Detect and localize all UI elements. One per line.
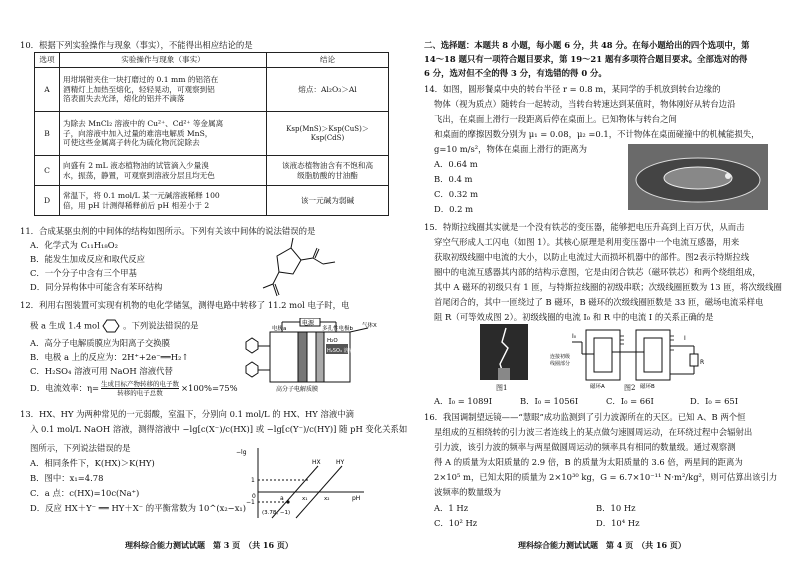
table-cell-operation bbox=[60, 156, 267, 186]
core-b-inner bbox=[644, 338, 662, 372]
q14-line4: 和桌面的摩擦因数分别为 μ₁ = 0.08，μ₂ =0.1，不计物体在桌面碰撞中的机械能损失， bbox=[434, 129, 760, 139]
q12-optd-fraction bbox=[101, 380, 179, 397]
label-point-coords: (3.78, −1) bbox=[262, 510, 291, 516]
isopropenyl-bond bbox=[273, 272, 279, 284]
turntable-illustration bbox=[628, 144, 768, 210]
cell-line: 用坩埚钳夹住一块打磨过的 0.1 mm 的铝箔在 bbox=[63, 75, 219, 85]
q15-fig2-diagram bbox=[548, 322, 708, 392]
q12-line1: 12．利用右图装置可实现有机物的电化学储氢，测得电路中转移了 11.2 mol 电子时，电 bbox=[20, 300, 350, 310]
label-r: R bbox=[700, 359, 705, 366]
cell-line: 级脂肪酸的甘油酯 bbox=[297, 170, 358, 180]
q12-option-b: B．电极 a 上的反应为：2H⁺+2e⁻══H₂↑ bbox=[30, 352, 189, 362]
methyl-bond bbox=[323, 262, 335, 264]
q15-option-b: B．I₀ = 1056I bbox=[520, 396, 579, 406]
q11-option-d: D．同分异构体中可能含有苯环结构 bbox=[30, 282, 163, 292]
q15-fig1-photo bbox=[480, 324, 528, 380]
sec2-line3: 6 分，选对但不全的得 3 分，有选错的得 0 分。 bbox=[424, 68, 607, 78]
label-power: 电源 bbox=[302, 320, 315, 327]
q14-option-d: D．0.2 m bbox=[434, 204, 474, 214]
q14-line1: 14．如图，圆形餐桌中央的转台半径 r = 0.8 m，某同学的手机放到转台边缘的 bbox=[424, 84, 721, 94]
q15-line6: 首尾闭合的，其中一匝绕过了 B 磁环，B 磁环的次级线圈匝数是 33 匝，磁场电流采样电 bbox=[434, 297, 764, 307]
q13-option-a: A．相同条件下，K(HX)＞K(HY) bbox=[30, 458, 155, 468]
lightning-illustration bbox=[480, 324, 528, 380]
q13-line1: 13．HX、HY 为两种常见的一元弱酸，室温下，分别向 0.1 mol/L 的 HX、HY 溶液中滴 bbox=[20, 409, 354, 419]
q15-line5: 其中 A 磁环的初级只有 1 匝，与特斯拉线圈的初级串联；次级线圈匝数为 13 匝，将次级线圈 bbox=[434, 282, 782, 292]
label-ph: pH bbox=[352, 495, 361, 502]
cell-line: 子，向溶液中加入过量的难溶电解质 MnS， bbox=[63, 128, 213, 138]
label-hx: HX bbox=[312, 459, 321, 466]
cell-line: 箔表面失去光泽，熔化的铝并不滴落 bbox=[63, 94, 185, 104]
methyl-bond bbox=[291, 238, 293, 248]
q13-line3: 图所示，下列说法错误的是 bbox=[30, 443, 131, 453]
cell-line: 酒精灯上加热至熔化，轻轻晃动，可观察到铝 bbox=[63, 84, 215, 94]
q16-line4: 得 A 的质量为太阳质量的 2.9 倍，B 的质量为太阳质量的 3.6 倍，两星间的距离为 bbox=[434, 457, 743, 467]
q15-option-d: D．I₀ = 65I bbox=[690, 396, 739, 406]
table-cell-operation bbox=[60, 68, 267, 112]
electrode-b bbox=[316, 332, 324, 382]
q13-ph-graph bbox=[232, 444, 372, 526]
table-cell-conclusion bbox=[267, 156, 389, 186]
q11-option-c: C．一个分子中含有三个甲基 bbox=[30, 268, 137, 278]
cell-line: 可使这些金属离子转化为硫化物沉淀除去 bbox=[63, 138, 200, 148]
point-a bbox=[286, 500, 289, 503]
label-wire2: 线圈部分 bbox=[550, 361, 571, 367]
table-header-row bbox=[35, 53, 389, 68]
page-footer-right: 理科综合能力测试试题 第 4 页 （共 16 页） bbox=[518, 540, 686, 550]
table-row bbox=[35, 68, 389, 112]
label-electrode-a: 电极a bbox=[272, 326, 287, 332]
q12-optd-prefix: D．电流效率：η= bbox=[30, 383, 99, 394]
q16-option-c: C．10² Hz bbox=[434, 518, 478, 528]
q16-line2: 星组成的互相绕转的引力波三者连线上的某点做匀速圆周运动，在环绕过程中会辐射出 bbox=[434, 427, 753, 437]
cell-line: 向盛有 2 mL 液态植物油的试管滴入少量溴 bbox=[63, 161, 209, 171]
q12-optd-suffix: ×100%=75% bbox=[181, 383, 238, 394]
q15-line7: 阻 R（可等效成图 2）。初级线圈的电流 I₀ 和 R 中的电流 I 的关系正确的是 bbox=[434, 312, 714, 322]
label-i0: I₀ bbox=[572, 333, 577, 340]
table-header: 选项 bbox=[35, 53, 60, 68]
table-header: 实验操作与现象（事实） bbox=[60, 53, 267, 68]
q12-option-d bbox=[30, 380, 238, 397]
cyclohexane-ring bbox=[246, 362, 258, 377]
q16-line5: 2×10⁵ m，已知太阳的质量为 2×10³⁰ kg，G = 6.7×10⁻¹¹ N·m²/kg²，则可估算出该引力 bbox=[434, 472, 778, 482]
q16-line3: 引力波，该引力波的频率与两星做圆周运动的频率具有相同的数量级。通过观察测 bbox=[434, 442, 736, 452]
ring-bond bbox=[277, 248, 301, 274]
cell-line: 水，振荡，静置，可观察到溶液分层且均无色 bbox=[63, 170, 215, 180]
q11-title: 11．合成某驱虫剂的中间体的结构如图所示。下列有关该中间体的说法错误的是 bbox=[20, 226, 316, 236]
label-x2: x₂ bbox=[324, 496, 330, 502]
q14-line2: 物体（视为质点）随转台一起转动，当转台转速达到某值时，物体刚好从转台边沿 bbox=[434, 99, 736, 109]
membrane bbox=[298, 332, 307, 382]
q16-option-b: B．10 Hz bbox=[596, 503, 636, 513]
q12-line2-a: 极 a 生成 1.4 mol bbox=[30, 320, 100, 331]
q15-line1: 15．特斯拉线圈其实就是一个没有铁芯的变压器，能够把电压升高到上百万伏，从而击 bbox=[424, 222, 745, 232]
table-cell-option: A bbox=[35, 68, 60, 112]
table-row bbox=[35, 186, 389, 216]
label-hy: HY bbox=[336, 459, 345, 466]
label-h2so4: H₂SO₄ 溶液 bbox=[327, 348, 354, 354]
q15-line4: 圈中的电流互感器其内部的结构示意图，它是由闭合铁芯（磁环铁芯）和两个绕组组成， bbox=[434, 267, 761, 277]
q13-option-b: B．图中：x₁=4.78 bbox=[30, 473, 104, 483]
table-cell-option: B bbox=[35, 112, 60, 156]
right-page bbox=[400, 0, 794, 566]
label-wire: 连接初级 bbox=[550, 354, 571, 360]
y-axis-label: −lg bbox=[236, 449, 247, 456]
cell-line: 该液态植物油含有不饱和高 bbox=[281, 161, 374, 171]
table-cell-conclusion: Ksp(MnS)＞Ksp(CuS)＞Ksp(CdS) bbox=[267, 112, 389, 156]
cell-line: 常温下，将 0.1 mol/L 某一元碱溶液稀释 100 bbox=[63, 191, 220, 201]
cell-outline bbox=[270, 332, 350, 382]
core-a-inner bbox=[594, 338, 612, 372]
q14-option-b: B．0.4 m bbox=[434, 174, 473, 184]
cyclohexane-icon bbox=[102, 319, 120, 333]
cell-line: 为除去 MnCl₂ 溶液中的 Cu²⁺、Cd²⁺ 等金属离 bbox=[63, 119, 224, 129]
q13-line2: 入 0.1 mol/L NaOH 溶液，测得溶液中 −lg[c(X⁻)/c(HX)] 或 −lg[c(Y⁻)/c(HY)] 随 pH 变化关系如 bbox=[30, 424, 408, 434]
table-row bbox=[35, 112, 389, 156]
label-core-a: 磁环A bbox=[590, 384, 605, 390]
fraction-numerator: 生成目标产物转移的电子数 bbox=[101, 380, 179, 388]
table-cell-option: D bbox=[35, 186, 60, 216]
page-footer-left: 理科综合能力测试试题 第 3 页 （共 16 页） bbox=[125, 540, 293, 550]
ester-bond bbox=[313, 258, 323, 264]
table-cell-conclusion: 熔点：Al₂O₃＞Al bbox=[267, 68, 389, 112]
label-gas-x: 气体X bbox=[362, 323, 377, 329]
q16-option-d: D．10⁴ Hz bbox=[596, 518, 640, 528]
q12-line2-b: 。下列说法错误的是 bbox=[123, 320, 199, 331]
table-cell-operation bbox=[60, 112, 267, 156]
q10-title: 10．根据下列实验操作与现象（事实），不能得出相应结论的是 bbox=[20, 40, 253, 50]
label-electrode-b: 多孔性电极b bbox=[322, 326, 353, 332]
q15-line3: 获取初级线圈中电流的大小，以防止电流过大而损坏机器中的部件。图2表示特斯拉线 bbox=[434, 252, 750, 262]
label-h2o: H₂O bbox=[327, 338, 338, 344]
q16-line6: 波频率的数量级为 bbox=[434, 487, 501, 497]
carbonyl-bond bbox=[313, 248, 317, 258]
q15-option-a: A．I₀ = 1089I bbox=[434, 396, 493, 406]
q11-option-b: B．能发生加成反应和取代反应 bbox=[30, 254, 146, 264]
table-cell-operation bbox=[60, 186, 267, 216]
label-core-b: 磁环B bbox=[640, 384, 655, 390]
table-cell-option: C bbox=[35, 156, 60, 186]
isopropenyl-bond bbox=[273, 284, 277, 296]
q14-option-a: A．0.64 m bbox=[434, 159, 478, 169]
q15-option-c: C．I₀ = 66I bbox=[606, 396, 654, 406]
q14-option-c: C．0.32 m bbox=[434, 189, 479, 199]
q12-option-c: C．H₂SO₄ 溶液可用 NaOH 溶液代替 bbox=[30, 366, 173, 376]
label-ym1: −1 bbox=[246, 499, 255, 506]
label-point-a: a bbox=[280, 495, 284, 502]
label-y1: 1 bbox=[251, 477, 255, 484]
label-x1: x₁ bbox=[302, 496, 308, 502]
q16-line1: 16．我国调制望远镜——“慧眼”成功监测到了引力波源所在的天区。已知 A、B 两个恒 bbox=[424, 412, 746, 422]
label-origin: 0 bbox=[252, 493, 256, 500]
q12-electrolysis-figure bbox=[238, 318, 388, 394]
q15-fig1-label: 图1 bbox=[496, 384, 508, 392]
q12-option-a: A．高分子电解质膜应为阳离子交换膜 bbox=[30, 338, 171, 348]
label-i: I bbox=[684, 335, 686, 342]
table-row bbox=[35, 156, 389, 186]
q14-line3: 飞出，在桌面上滑行一段距离后停在桌面上。已知物体与转台之间 bbox=[434, 114, 677, 124]
sec2-line2: 14～18 题只有一项符合题目要求，第 19～21 题有多项符合题目要求。全部选对的得 bbox=[424, 54, 748, 64]
table-cell-conclusion: 该一元碱为弱碱 bbox=[267, 186, 389, 216]
label-membrane: 高分子电解质膜 bbox=[276, 386, 319, 393]
ester-bond bbox=[301, 258, 313, 260]
isopropenyl-bond bbox=[263, 284, 273, 288]
q11-option-a: A．化学式为 C₁₁H₁₈O₂ bbox=[30, 240, 118, 250]
resistor-r bbox=[690, 354, 698, 366]
q13-option-c: C．a 点：c(HX)=10c(Na⁺) bbox=[30, 488, 140, 498]
q15-fig2-label: 图2 bbox=[624, 384, 636, 392]
q16-option-a: A．1 Hz bbox=[434, 503, 469, 513]
q13-option-d: D．反应 HX＋Y⁻ ══ HY＋X⁻ 的平衡常数为 10^(x₂−x₁) bbox=[30, 503, 247, 513]
table-header: 结论 bbox=[267, 53, 389, 68]
q15-line2: 穿空气形成人工闪电（如图 1）。其核心原理是利用变压器中一个电流互感器，用来 bbox=[434, 237, 740, 247]
fraction-denominator: 转移的电子总数 bbox=[117, 389, 163, 398]
q12-line2 bbox=[30, 319, 198, 333]
q10-table bbox=[34, 52, 389, 216]
benzene-ring bbox=[246, 338, 258, 353]
q11-structure-figure bbox=[255, 236, 345, 304]
q14-line5: g=10 m/s²，物体在桌面上滑行的距离为 bbox=[434, 144, 587, 154]
cell-line: 倍，用 pH 计测得稀释前后 pH 相差小于 2 bbox=[63, 200, 210, 210]
q14-turntable-photo bbox=[628, 144, 768, 210]
sec2-line1: 二、选择题：本题共 8 小题，每小题 6 分，共 48 分。在每小题给出的四个选项中，第 bbox=[424, 40, 750, 50]
